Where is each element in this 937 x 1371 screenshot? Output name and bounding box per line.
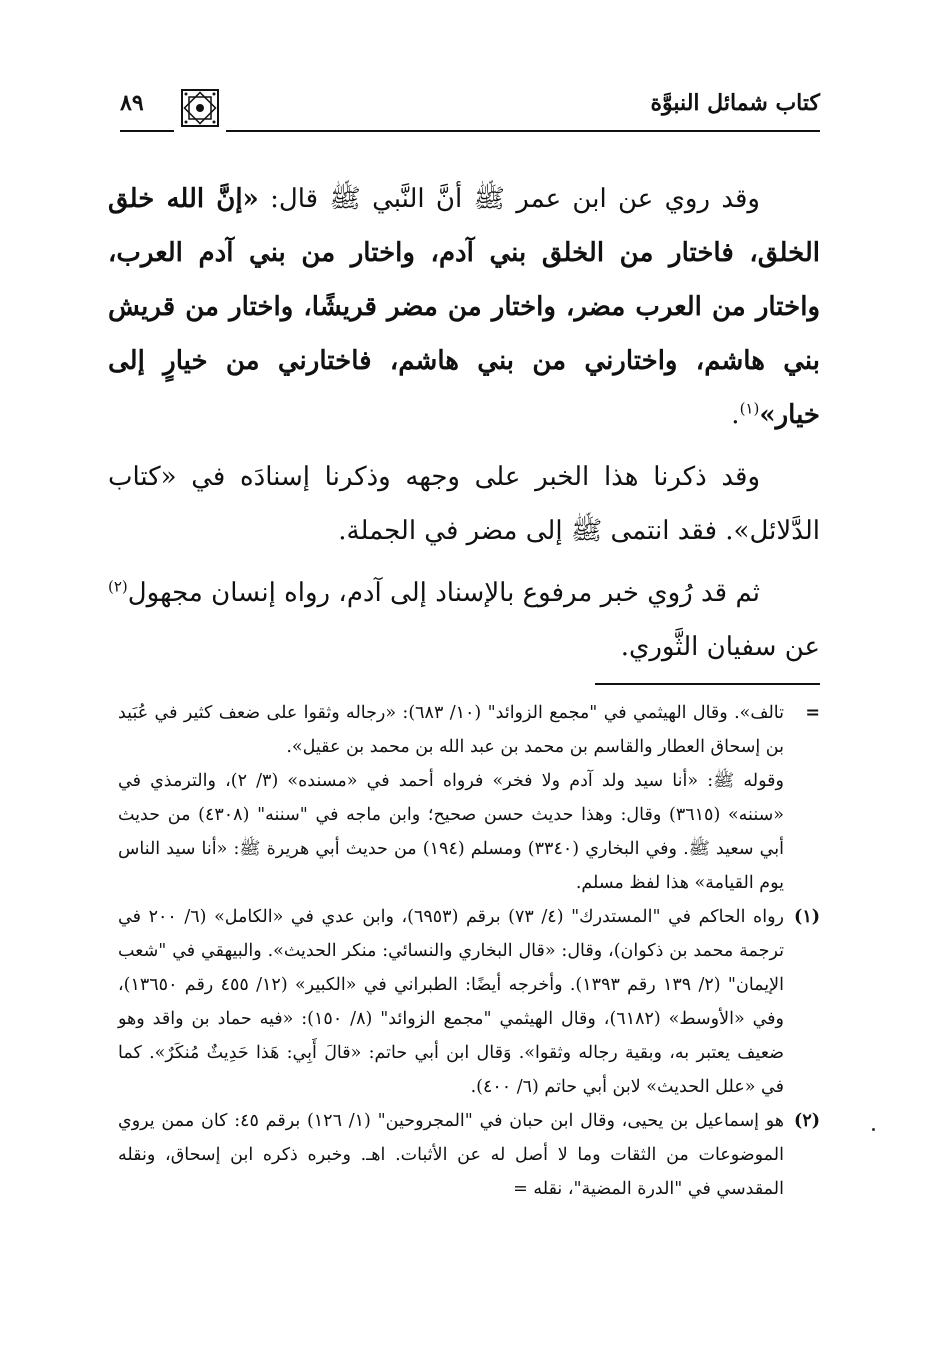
paragraph-3-text-b: عن سفيان الثَّوري. xyxy=(620,632,820,662)
footnote-1 xyxy=(118,900,820,1104)
paragraph-1-intro: وقد روي عن ابن عمر ﷺ أنَّ النَّبي ﷺ قال: xyxy=(258,184,760,214)
footnote-continuation-2 xyxy=(118,764,820,900)
page-header xyxy=(120,88,820,138)
footnote-text: هو إسماعيل بن يحيى، وقال ابن حبان في "المجروحين" (١/ ١٢٦) برقم ٤٥: كان ممن يروي الموضوعات من الثقات وما لا أصل له عن الأثبات. اهـ. وخبره ذكره ابن إسحاق، ونقله المقدسي في "الدرة المضية"، نقله = xyxy=(118,1111,784,1199)
paragraph-1-end: . xyxy=(731,400,740,430)
main-text xyxy=(108,172,820,682)
footnote-text: تالف». وقال الهيثمي في "مجمع الزوائد" (١٠/ ٦٨٣): «رجاله وثقوا على ضعف كثير في عُبَيد بن إسحاق العطار والقاسم بن محمد بن عبد الله بن محمد بن عقيل». xyxy=(118,703,784,757)
footnote-marker: (٢) xyxy=(794,1111,820,1131)
paragraph-1 xyxy=(108,172,820,442)
footnote-ref-1: (١) xyxy=(739,399,760,418)
running-title: كتاب شمائل النبوَّة xyxy=(650,90,820,116)
margin-speck xyxy=(872,1128,875,1131)
footnote-continuation xyxy=(118,696,820,764)
page-number: ٨٩ xyxy=(120,90,144,116)
paragraph-2: وقد ذكرنا هذا الخبر على وجهه وذكرنا إسنادَه في «كتاب الدَّلائل». فقد انتمى ﷺ إلى مضر في الجملة. xyxy=(108,462,820,546)
paragraph-3 xyxy=(108,566,820,674)
hadith-quote: «إنَّ الله خلق الخلق، فاختار من الخلق بني آدم، واختار من بني آدم العرب، واختار من العرب مضر، واختار من مضر قريشًا، واختار من قريش بني هاشم، واختارني من بني هاشم، فاختارني من خيارٍ إلى خيار» xyxy=(108,184,820,430)
page-number-rule xyxy=(120,130,174,132)
footnote-ref-2: (٢) xyxy=(108,577,128,596)
footnote-separator xyxy=(595,683,820,685)
footnote-text: وقوله ﷺ: «أنا سيد ولد آدم ولا فخر» فرواه أحمد في «مسنده» (٣/ ٢)، والترمذي في «سننه» (٣٦١٥) وقال: وهذا حديث حسن صحيح؛ وابن ماجه في "سننه" (٤٣٠٨) من حديث أبي سعيد ﷺ. وفي البخاري (٣٣٤٠) ومسلم (١٩٤) من حديث أبي هريرة ﷺ: «أنا سيد الناس يوم القيامة» هذا لفظ مسلم. xyxy=(118,771,784,893)
footnote-text: رواه الحاكم في "المستدرك" (٤/ ٧٣) برقم (٦٩٥٣)، وابن عدي في «الكامل» (٦/ ٢٠٠ في ترجمة محمد بن ذكوان)، وقال: «قال البخاري والنسائي: منكر الحديث». والبيهقي في "شعب الإيمان" (٢/ ١٣٩ رقم ١٣٩٣). وأخرجه أيضًا: الطبراني في «الكبير» (١٢/ ٤٥٥ رقم ١٣٦٥٠)، وفي «الأوسط» (٦١٨٢)، وقال الهيثمي "مجمع الزوائد" (٨/ ١٥٠): «فيه حماد بن واقد وهو ضعيف يعتبر به، وبقية رجاله وثقوا». وَقال ابن أبي حاتم: «قالَ أَبِي: هَذا حَدِيثٌ مُنكَرٌ». كما في «علل الحديث» لابن أبي حاتم (٦/ ٤٠٠). xyxy=(118,907,785,1097)
header-rule xyxy=(226,130,820,132)
footnote-2 xyxy=(118,1104,820,1206)
paragraph-3-text-a: ثم قد رُوي خبر مرفوع بالإسناد إلى آدم، رواه إنسان مجهول xyxy=(127,578,760,608)
octagonal-star-ornament-icon xyxy=(180,88,220,128)
footnotes xyxy=(118,696,820,1206)
footnote-marker: = xyxy=(805,703,820,723)
footnote-marker: (١) xyxy=(794,907,820,927)
